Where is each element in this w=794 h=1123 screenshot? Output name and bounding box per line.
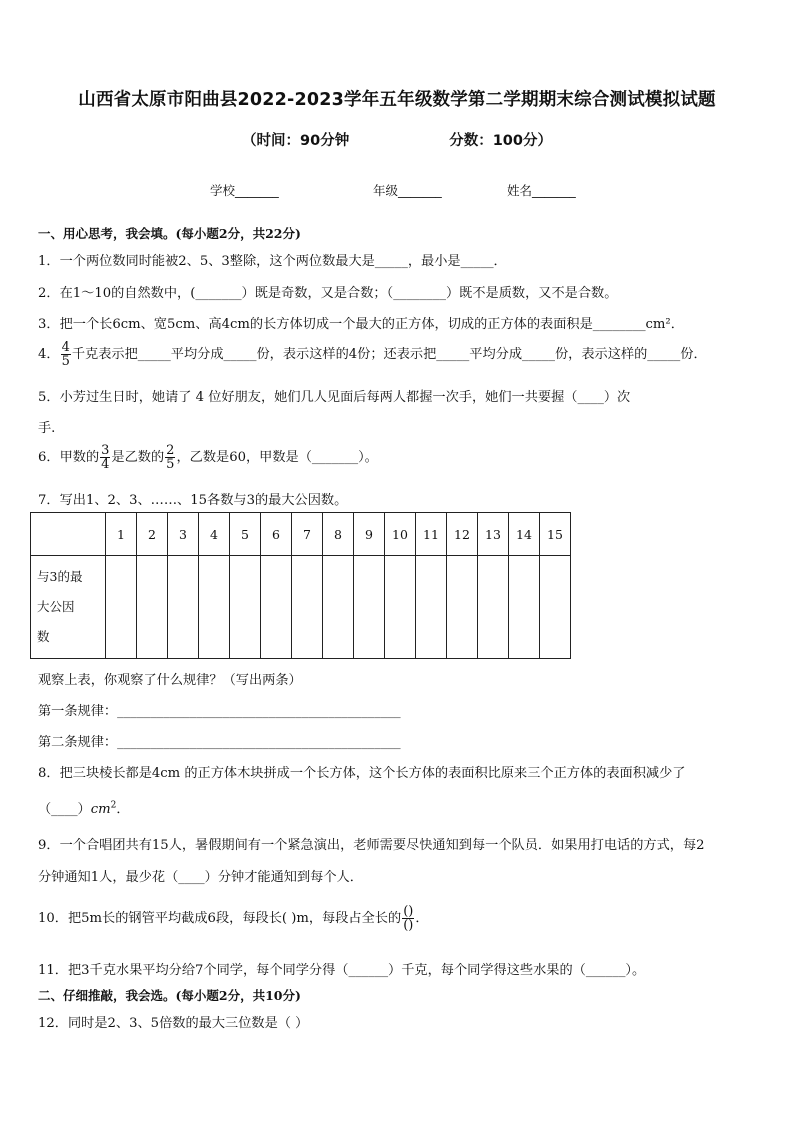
q6-numerator-2: 2 [166,443,175,458]
gcd-col-header: 11 [416,513,447,556]
question-9-line2: 分钟通知1人，最少花（____）分钟才能通知到每个人． [38,870,363,885]
question-10 [38,905,429,932]
q7-observe: 观察上表，你观察了什么规律？（写出两条） [38,673,302,688]
question-7: 7．写出1、2、3、……、15各数与3的最大公因数。 [38,493,348,508]
question-8-line1: 8．把三块棱长都是4cm 的正方体木块拼成一个长方体，这个长方体的表面积比原来三个正方体的表面积减少了 [38,766,686,781]
gcd-col-header: 1 [106,513,137,556]
section1-heading: 一、用心思考，我会填。(每小题2分，共22分) [38,226,301,241]
exam-score: 分数：100分） [449,133,552,149]
question-9-line1: 9．一个合唱团共有15人，暑假期间有一个紧急演出，老师需要尽快通知到每一个队员．如果用打电话的方式，每2 [38,838,705,853]
exam-time: （时间：90分钟 [242,133,350,149]
q4-prefix: 4． [38,347,60,362]
gcd-row-label-line: 大公因 [37,599,75,614]
gcd-table [30,512,571,659]
q10-text: 10．把5m长的钢管平均截成6段，每段长( )m，每段占全长的 [38,911,402,926]
gcd-answer-cell[interactable] [199,556,230,659]
q8-unit: cm [90,802,111,817]
question-11: 11．把3千克水果平均分给7个同学，每个同学分得（______）千克，每个同学得这些水果的（______）。 [38,963,646,978]
q6-denominator-2: 5 [166,457,175,472]
question-5-line1: 5．小芳过生日时，她请了 4 位好朋友，她们几人见面后每两人都握一次手，她们一共要握（____）次 [38,390,631,405]
grade-field[interactable]: 年级_______ [373,183,442,198]
gcd-table-corner [31,513,106,556]
q6-denominator-1: 4 [101,457,110,472]
gcd-col-header: 6 [261,513,292,556]
gcd-answer-cell[interactable] [106,556,137,659]
gcd-answer-cell[interactable] [540,556,571,659]
gcd-row-label [31,556,106,659]
question-6 [38,444,378,471]
q8-blank[interactable]: （____） [38,802,91,817]
gcd-row-label-line: 与3的最 [37,569,83,584]
gcd-table-answer-row [31,556,571,659]
q6-mid: 是乙数的 [111,450,165,465]
page-title: 山西省太原市阳曲县2022-2023学年五年级数学第二学期期末综合测试模拟试题 [78,90,716,110]
q7-rule2[interactable]: 第二条规律：___________________________________________ [38,735,401,750]
question-3: 3．把一个长6cm、宽5cm、高4cm的长方体切成一个最大的正方体，切成的正方体的表面积是________cm²． [38,317,684,332]
q6-numerator-1: 3 [101,443,110,458]
gcd-col-header: 9 [354,513,385,556]
gcd-answer-cell[interactable] [292,556,323,659]
q8-unit-sup: 2 [110,800,117,811]
question-1: 1．一个两位数同时能被2、5、3整除，这个两位数最大是_____，最小是_____． [38,254,507,269]
q8-end: ． [116,802,130,817]
gcd-answer-cell[interactable] [168,556,199,659]
gcd-col-header: 15 [540,513,571,556]
gcd-answer-cell[interactable] [385,556,416,659]
gcd-answer-cell[interactable] [509,556,540,659]
question-2: 2．在1～10的自然数中，(_______）既是奇数，又是合数；（________）既不是质数，又不是合数。 [38,286,618,301]
q10-end: ． [415,911,429,926]
gcd-col-header: 7 [292,513,323,556]
gcd-answer-cell[interactable] [137,556,168,659]
gcd-answer-cell[interactable] [323,556,354,659]
gcd-col-header: 10 [385,513,416,556]
gcd-col-header: 3 [168,513,199,556]
question-4 [38,341,707,368]
question-12: 12．同时是2、3、5倍数的最大三位数是（ ） [38,1016,309,1031]
gcd-answer-cell[interactable] [354,556,385,659]
gcd-answer-cell[interactable] [230,556,261,659]
q4-denominator: 5 [61,354,70,369]
section2-heading: 二、仔细推敲，我会选。(每小题2分，共10分) [38,988,301,1003]
q4-fraction [61,341,71,368]
q7-rule1[interactable]: 第一条规律：___________________________________________ [38,704,401,719]
school-field[interactable]: 学校_______ [210,183,279,198]
q4-text: 千克表示把_____平均分成_____份，表示这样的4份；还表示把_____平均分成_____份，表示这样的_____份． [71,347,707,362]
q10-numerator: () [403,904,414,919]
q6-fraction-1 [100,444,110,471]
gcd-row-label-line: 数 [37,629,50,644]
gcd-col-header: 12 [447,513,478,556]
question-8-line2 [38,798,130,817]
gcd-col-header: 4 [199,513,230,556]
gcd-col-header: 8 [323,513,354,556]
q10-fraction[interactable] [402,905,414,932]
gcd-table-header-row [31,513,571,556]
gcd-col-header: 5 [230,513,261,556]
name-field[interactable]: 姓名_______ [507,183,576,198]
gcd-answer-cell[interactable] [261,556,292,659]
q6-fraction-2 [165,444,175,471]
gcd-answer-cell[interactable] [478,556,509,659]
q6-suffix: ，乙数是60，甲数是（_______）。 [176,450,378,465]
gcd-col-header: 14 [509,513,540,556]
gcd-col-header: 13 [478,513,509,556]
gcd-col-header: 2 [137,513,168,556]
exam-meta [0,129,794,150]
q4-numerator: 4 [61,340,70,355]
gcd-answer-cell[interactable] [447,556,478,659]
question-5-line2: 手. [38,421,56,436]
q6-prefix: 6．甲数的 [38,450,100,465]
gcd-answer-cell[interactable] [416,556,447,659]
q10-denominator: () [403,918,414,933]
